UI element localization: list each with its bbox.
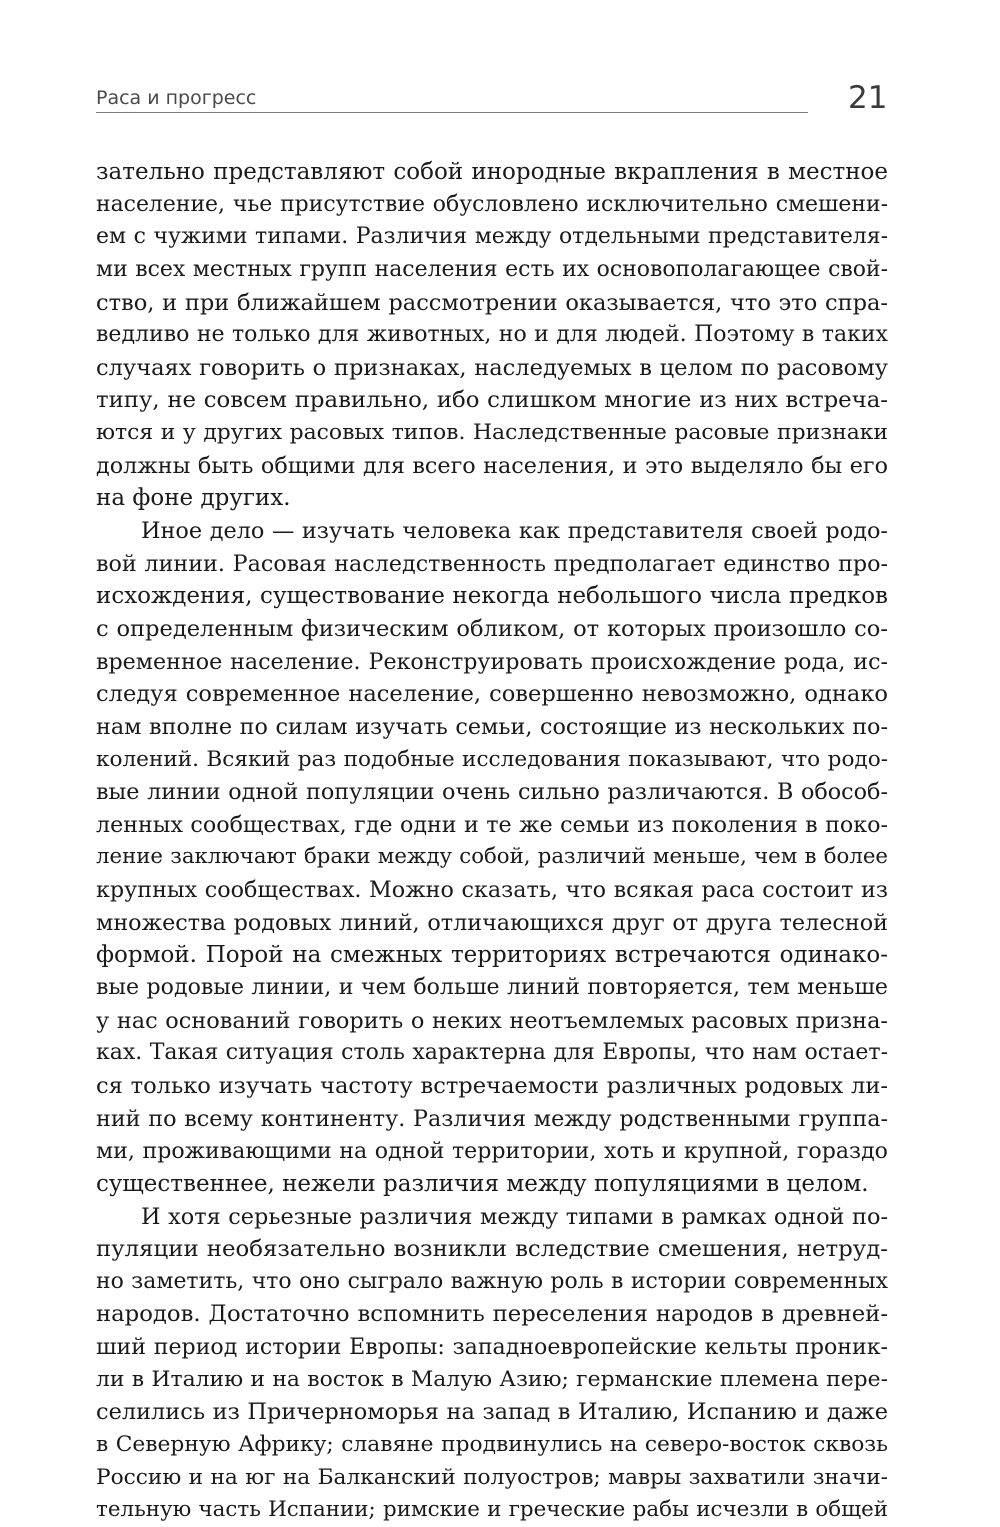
text-line: ленных сообществах, где одни и те же семьи из поколения в поко- xyxy=(96,811,888,838)
text-line: случаях говорить о признаках, наследуемых в целом по расовому xyxy=(96,354,888,381)
text-line: временное население. Реконструировать происхождение рода, ис- xyxy=(96,648,888,675)
text-line: ний по всему континенту. Различия между родственными группа- xyxy=(96,1105,888,1132)
text-line: типу, не совсем правильно, ибо слишком многие из них встреча- xyxy=(96,387,888,414)
text-line: множества родовых линий, отличающихся друг от друга телесной xyxy=(96,909,888,936)
text-line: ся только изучать частоту встречаемости различных родовых ли- xyxy=(96,1072,888,1099)
text-line: должны быть общими для всего населения, и это выделяло бы его xyxy=(96,452,888,479)
text-line: но заметить, что оно сыграло важную роль в истории современных xyxy=(96,1268,888,1294)
text-line: народов. Достаточно вспомнить переселения народов в древней- xyxy=(96,1301,888,1328)
text-line: вой линии. Расовая наследственность предполагает единство про- xyxy=(96,550,888,577)
text-line: ший период истории Европы: западноевропейские кельты проник- xyxy=(96,1334,888,1361)
page-number: 21 xyxy=(848,80,888,116)
text-line: население, чье присутствие обусловлено исключительно смешени- xyxy=(96,191,888,217)
paragraph-end-line: существеннее, нежели различия между популяциями в целом. xyxy=(96,1170,869,1197)
running-header xyxy=(96,86,808,113)
text-line: ли в Италию и на восток в Малую Азию; германские племена пере- xyxy=(96,1366,888,1392)
paragraph-start-line: И хотя серьезные различия между типами в рамках одной по- xyxy=(141,1203,888,1230)
text-line: селились из Причерноморья на запад в Италию, Испанию и даже xyxy=(96,1399,888,1426)
text-line: ство, и при ближайшем рассмотрении оказывается, что это спра- xyxy=(96,289,888,316)
text-line: в Северную Африку; славяне продвинулись на северо-восток сквозь xyxy=(96,1431,888,1457)
text-line: ются и у других расовых типов. Наследственные расовые признаки xyxy=(96,420,888,446)
text-line: вые родовые линии, и чем больше линий повторяется, тем меньше xyxy=(96,975,888,1001)
text-line: нам вполне по силам изучать семьи, состоящие из нескольких по- xyxy=(96,713,888,740)
text-line: крупных сообществах. Можно сказать, что всякая раса состоит из xyxy=(96,877,888,904)
text-line: ках. Такая ситуация столь характерна для Европы, что нам остает- xyxy=(96,1040,888,1066)
text-line: ми всех местных групп населения есть их основополагающее свой- xyxy=(96,256,888,282)
text-line: Россию и на юг на Балканский полуостров; мавры захватили значи- xyxy=(96,1464,888,1490)
text-line: колений. Всякий раз подобные исследования показывают, что родо- xyxy=(96,746,888,772)
text-line: формой. Порой на смежных территориях встречаются одинако- xyxy=(96,942,888,969)
text-line: ведливо не только для животных, но и для людей. Поэтому в таких xyxy=(96,322,888,348)
running-header-title: Раса и прогресс xyxy=(96,87,257,109)
text-line: исхождения, существование некогда небольшого числа предков xyxy=(96,583,888,610)
text-line: у нас оснований говорить о неких неотъемлемых расовых призна- xyxy=(96,1007,888,1034)
text-line: следуя современное население, совершенно невозможно, однако xyxy=(96,681,888,708)
text-line: ем с чужими типами. Различия между отдельными представителя- xyxy=(96,224,888,250)
text-line: ми, проживающими на одной территории, хоть и крупной, гораздо xyxy=(96,1138,888,1165)
paragraph-end-line: на фоне других. xyxy=(96,485,291,512)
text-line: пуляции необязательно возникли вследствие смешения, нетруд- xyxy=(96,1236,888,1263)
paragraph-start-line: Иное дело — изучать человека как представителя своей родо- xyxy=(141,518,888,545)
text-line: ление заключают браки между собой, различий меньше, чем в более xyxy=(96,844,888,870)
text-line: зательно представляют собой инородные вкрапления в местное xyxy=(96,159,888,185)
text-line: вые линии одной популяции очень сильно различаются. В обособ- xyxy=(96,779,888,806)
text-line: тельную часть Испании; римские и греческие рабы исчезли в общей xyxy=(96,1497,888,1523)
body-text xyxy=(96,156,888,1527)
text-line: с определенным физическим обликом, от которых произошло со- xyxy=(96,615,888,642)
